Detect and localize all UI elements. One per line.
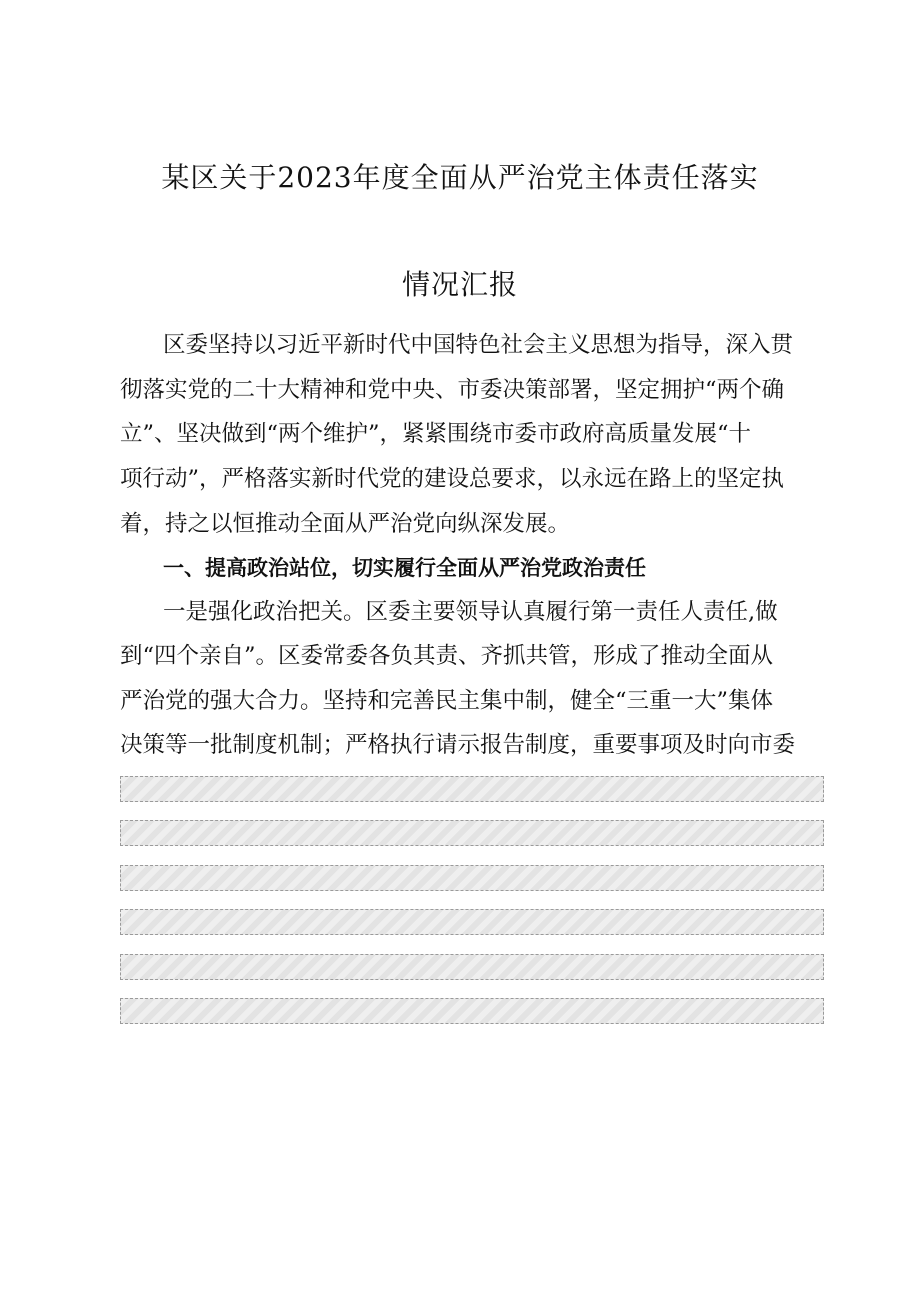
document-title: 某区关于2023年度全面从严治党主体责任落实	[161, 161, 759, 194]
image-placeholder	[120, 998, 824, 1024]
intro-line: 项行动”，严格落实新时代党的建设总要求，以永远在路上的坚定执	[120, 466, 785, 492]
body-line: 严治党的强大合力。坚持和完善民主集中制，健全“三重一大”集体	[120, 688, 774, 714]
image-placeholder	[120, 776, 824, 802]
intro-line: 着，持之以恒推动全面从严治党向纵深发展。	[120, 511, 571, 537]
image-placeholder	[120, 954, 824, 980]
image-placeholder	[120, 909, 824, 935]
document-title-line2: 情况汇报	[401, 268, 518, 301]
image-placeholder	[120, 865, 824, 891]
image-placeholder	[120, 820, 824, 846]
body-line: 一是强化政治把关。区委主要领导认真履行第一责任人责任,做	[163, 599, 778, 625]
body-line: 决策等一批制度机制；严格执行请示报告制度，重要事项及时向市委	[120, 732, 796, 758]
body-line: 到“四个亲自”。区委常委各负其责、齐抓共管，形成了推动全面从	[120, 643, 774, 669]
intro-line: 区委坚持以习近平新时代中国特色社会主义思想为指导，深入贯	[163, 332, 794, 358]
intro-line: 立”、坚决做到“两个维护”，紧紧围绕市委市政府高质量发展“十	[120, 421, 752, 447]
intro-line: 彻落实党的二十大精神和党中央、市委决策部署，坚定拥护“两个确	[120, 377, 785, 403]
section-heading: 一、提高政治站位，切实履行全面从严治党政治责任	[163, 556, 646, 580]
